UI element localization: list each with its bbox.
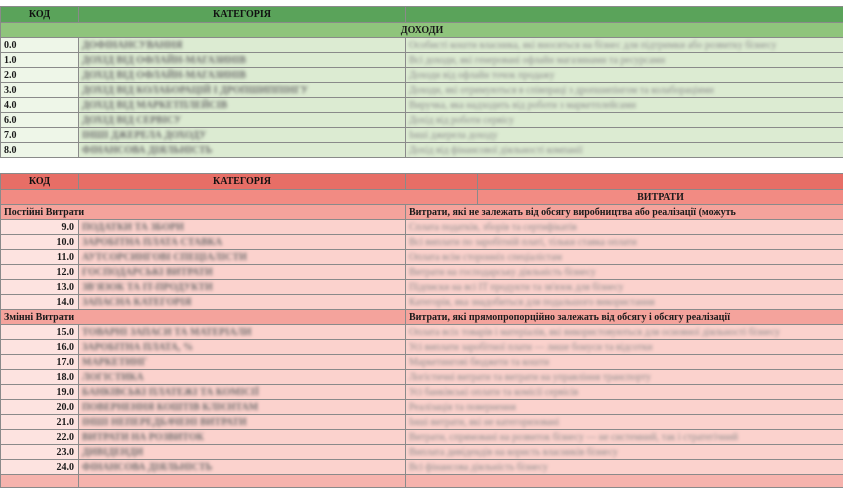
fixed-expense-category-name: ЗВ'ЯЗОК ТА IT-ПРОДУКТИ: [82, 281, 213, 293]
income-category-cell[interactable]: [79, 53, 406, 68]
income-code-cell[interactable]: 1.0: [1, 53, 79, 68]
fixed-expense-description-cell[interactable]: [406, 265, 843, 280]
expense-table: [0, 173, 843, 488]
fixed-expense-description-cell[interactable]: [406, 295, 843, 310]
fixed-expense-code-cell[interactable]: 12.0: [1, 265, 79, 280]
income-category-header[interactable]: КАТЕГОРІЯ: [79, 7, 406, 23]
variable-expense-description-text: Реалізація та повернення: [409, 401, 516, 413]
variable-expense-category-cell[interactable]: [79, 430, 406, 445]
expense-footer-row: [1, 475, 843, 488]
fixed-expense-row: [1, 250, 843, 265]
expense-section-spacer[interactable]: [1, 190, 478, 205]
income-category-name: ДОХІД ВІД КОЛАБОРАЦІЙ І ДРОПШИППІНГУ: [82, 84, 309, 96]
variable-expense-row: [1, 325, 843, 340]
variable-expense-category-cell[interactable]: [79, 340, 406, 355]
income-category-cell[interactable]: [79, 98, 406, 113]
variable-expense-description-text: Маркетингові бюджети та кошти: [409, 356, 550, 368]
variable-expenses-group-row: [1, 310, 843, 325]
variable-expense-description-text: Оплата всіх товарів і матеріалів, які використовуються для основної діяльності бізнесу: [409, 326, 780, 338]
variable-expense-row: [1, 415, 843, 430]
variable-expense-description-cell[interactable]: [406, 340, 843, 355]
fixed-expense-description-text: Підписки на всі IT продукти та зв'язок для бізнесу: [409, 281, 624, 293]
variable-expense-row: [1, 355, 843, 370]
fixed-expense-row: [1, 235, 843, 250]
fixed-expense-category-cell[interactable]: [79, 220, 406, 235]
fixed-expense-row: [1, 220, 843, 235]
income-category-cell[interactable]: [79, 143, 406, 158]
variable-expense-description-cell[interactable]: [406, 415, 843, 430]
fixed-expense-description-text: Сплата податків, зборів та сертифікатів: [409, 221, 577, 233]
variable-expense-category-cell[interactable]: [79, 460, 406, 475]
variable-expense-code-cell[interactable]: 23.0: [1, 445, 79, 460]
variable-expense-category-cell[interactable]: [79, 445, 406, 460]
footer-cell[interactable]: [1, 475, 79, 488]
income-category-name: ДОХІД ВІД МАРКЕТПЛЕЙСІВ: [82, 99, 228, 111]
variable-expense-code-cell[interactable]: 17.0: [1, 355, 79, 370]
income-category-cell[interactable]: [79, 83, 406, 98]
variable-expenses-description[interactable]: Витрати, які прямопропорційно залежать від обсягу і обсягу реалізації: [406, 310, 843, 325]
variable-expense-code-cell[interactable]: 19.0: [1, 385, 79, 400]
income-category-cell[interactable]: [79, 128, 406, 143]
variable-expense-description-cell[interactable]: [406, 325, 843, 340]
fixed-expense-row: [1, 280, 843, 295]
fixed-expense-description-text: Оплата всім сторонніх спеціалістам: [409, 251, 562, 263]
income-description-cell[interactable]: [406, 68, 843, 83]
income-row: [1, 98, 843, 113]
fixed-expense-category-name: АУТСОРСИНГОВІ СПЕЦІАЛІСТИ: [82, 251, 247, 263]
variable-expense-row: [1, 370, 843, 385]
variable-expense-description-cell[interactable]: [406, 385, 843, 400]
fixed-expense-category-name: ГОСПОДАРСЬКІ ВИТРАТИ: [82, 266, 213, 278]
variable-expense-row: [1, 430, 843, 445]
income-rows: [1, 38, 843, 158]
fixed-expense-code-cell[interactable]: 13.0: [1, 280, 79, 295]
income-description-text: Дохід від фінансової діяльності компанії: [409, 144, 583, 156]
fixed-expense-code-cell[interactable]: 9.0: [1, 220, 79, 235]
variable-expense-row: [1, 445, 843, 460]
expense-code-header[interactable]: КОД: [1, 174, 79, 190]
income-description-cell[interactable]: [406, 38, 843, 53]
income-category-name: ІНШІ ДЖЕРЕЛА ДОХОДУ: [82, 129, 207, 141]
income-description-text: Всі доходи, які генеровані офлайн магазинами та ресурсами: [409, 54, 666, 66]
income-row: [1, 68, 843, 83]
income-row: [1, 53, 843, 68]
fixed-expense-code-cell[interactable]: 14.0: [1, 295, 79, 310]
fixed-expense-description-cell[interactable]: [406, 220, 843, 235]
variable-expense-description-text: Інші витрати, які не категоризовані: [409, 416, 560, 428]
income-description-cell[interactable]: [406, 128, 843, 143]
income-category-name: ДОХІД ВІД СЕРВІСУ: [82, 114, 182, 126]
variable-expense-code-cell[interactable]: 15.0: [1, 325, 79, 340]
variable-expense-row: [1, 460, 843, 475]
income-category-cell[interactable]: [79, 68, 406, 83]
variable-expense-description-cell[interactable]: [406, 370, 843, 385]
fixed-expense-category-cell[interactable]: [79, 250, 406, 265]
income-description-text: Доходи від офлайн точок продажу: [409, 69, 555, 81]
fixed-expenses-title[interactable]: Постійні Витрати: [1, 205, 406, 220]
variable-expense-category-name: ТОВАРНІ ЗАПАСИ ТА МАТЕРІАЛИ: [82, 326, 252, 338]
variable-expense-category-cell[interactable]: [79, 385, 406, 400]
variable-expense-category-cell[interactable]: [79, 370, 406, 385]
fixed-expenses-group-row: [1, 205, 843, 220]
income-category-name: ФІНАНСОВА ДІЯЛЬНІСТЬ: [82, 144, 213, 156]
income-row: [1, 38, 843, 53]
fixed-expense-rows: [1, 220, 843, 310]
variable-expense-description-cell[interactable]: [406, 460, 843, 475]
income-category-cell[interactable]: [79, 113, 406, 128]
income-description-text: Доходи, які отримуються в співпраці з дропшипінгом та колабораціями: [409, 84, 714, 96]
variable-expense-category-name: ЛОГІСТИКА: [82, 371, 144, 383]
fixed-expense-code-cell[interactable]: 10.0: [1, 235, 79, 250]
variable-expense-category-name: ПОВЕРНЕННЯ КОШТІВ КЛІЄНТАМ: [82, 401, 259, 413]
variable-expense-description-text: Усі банківські оплати та комісії сервісів: [409, 386, 579, 398]
variable-expense-code-cell[interactable]: 16.0: [1, 340, 79, 355]
income-row: [1, 113, 843, 128]
variable-expense-code-cell[interactable]: 18.0: [1, 370, 79, 385]
expense-header-row: [1, 174, 843, 190]
variable-expense-code-cell[interactable]: 22.0: [1, 430, 79, 445]
income-description-text: Виручка, яка надходить від роботи з маркетплейсами: [409, 99, 637, 111]
variable-expense-row: [1, 340, 843, 355]
income-code-cell[interactable]: 8.0: [1, 143, 79, 158]
expense-section-title[interactable]: ВИТРАТИ: [478, 190, 843, 205]
income-description-text: Інші джерела доходу: [409, 129, 498, 141]
fixed-expense-category-cell[interactable]: [79, 295, 406, 310]
variable-expense-category-name: ВИТРАТИ НА РОЗВИТОК: [82, 431, 204, 443]
income-description-cell[interactable]: [406, 98, 843, 113]
income-description-header[interactable]: [406, 7, 843, 23]
fixed-expense-row: [1, 265, 843, 280]
fixed-expense-description-text: Всі виплати по заробітній платі, тільки ставка оплати: [409, 236, 637, 248]
fixed-expense-row: [1, 295, 843, 310]
variable-expense-description-text: Всі фінансова діяльність бізнесу: [409, 461, 548, 473]
fixed-expense-category-name: ПОДАТКИ ТА ЗБОРИ: [82, 221, 184, 233]
income-category-cell[interactable]: [79, 38, 406, 53]
income-section-title[interactable]: ДОХОДИ: [1, 23, 843, 38]
variable-expense-description-cell[interactable]: [406, 430, 843, 445]
income-row: [1, 83, 843, 98]
income-table: [0, 6, 843, 158]
income-section-row: [1, 23, 843, 38]
variable-expense-rows: [1, 325, 843, 475]
fixed-expense-code-cell[interactable]: 11.0: [1, 250, 79, 265]
fixed-expense-category-name: ЗАРОБІТНА ПЛАТА СТАВКА: [82, 236, 223, 248]
expense-section-row: [1, 190, 843, 205]
variable-expense-description-text: Виплата дивідендів на користь власників бізнесу: [409, 446, 618, 458]
fixed-expense-description-cell[interactable]: [406, 280, 843, 295]
variable-expense-row: [1, 385, 843, 400]
fixed-expense-category-cell[interactable]: [79, 235, 406, 250]
variable-expense-description-cell[interactable]: [406, 445, 843, 460]
variable-expense-category-cell[interactable]: [79, 415, 406, 430]
income-code-cell[interactable]: 0.0: [1, 38, 79, 53]
income-category-name: ДОХІД ВІД ОФЛАЙН-МАГАЗИНІВ: [82, 54, 246, 66]
income-description-cell[interactable]: [406, 143, 843, 158]
variable-expense-description-text: Усі виплати заробітної плати — лише бонуси та відсотки: [409, 341, 653, 353]
income-code-cell[interactable]: 2.0: [1, 68, 79, 83]
fixed-expense-description-cell[interactable]: [406, 235, 843, 250]
income-row: [1, 128, 843, 143]
variable-expense-code-cell[interactable]: 21.0: [1, 415, 79, 430]
variable-expense-category-name: ДИВІДЕНДИ: [82, 446, 144, 458]
income-code-cell[interactable]: 3.0: [1, 83, 79, 98]
variable-expense-description-text: Витрати, спрямовані на розвиток бізнесу — не системний, так і стратегічний: [409, 431, 739, 443]
variable-expense-description-cell[interactable]: [406, 355, 843, 370]
footer-cell[interactable]: [406, 475, 843, 488]
fixed-expenses-description[interactable]: Витрати, які не залежать від обсягу виробництва або реалізації (можуть: [406, 205, 843, 220]
variable-expense-row: [1, 400, 843, 415]
variable-expense-category-cell[interactable]: [79, 325, 406, 340]
income-code-header[interactable]: КОД: [1, 7, 79, 23]
fixed-expense-description-text: Витрати на господарську діяльність бізнесу: [409, 266, 596, 278]
fixed-expense-description-cell[interactable]: [406, 250, 843, 265]
variable-expense-code-cell[interactable]: 24.0: [1, 460, 79, 475]
variable-expense-category-name: ФІНАНСОВА ДІЯЛЬНІСТЬ: [82, 461, 213, 473]
variable-expenses-title[interactable]: Змінні Витрати: [1, 310, 406, 325]
footer-cell[interactable]: [79, 475, 406, 488]
income-description-text: Особисті кошти власника, які вносяться на бізнес для підтримки або розвитку бізнесу: [409, 39, 777, 51]
fixed-expense-category-cell[interactable]: [79, 265, 406, 280]
expense-description-header[interactable]: [478, 174, 843, 190]
variable-expense-description-text: Логістичні витрати та витрати на управління транспорту: [409, 371, 652, 383]
variable-expense-code-cell[interactable]: 20.0: [1, 400, 79, 415]
income-code-cell[interactable]: 6.0: [1, 113, 79, 128]
fixed-expense-category-name: ЗАПАСНА КАТЕГОРІЯ: [82, 296, 192, 308]
variable-expense-category-cell[interactable]: [79, 400, 406, 415]
income-code-cell[interactable]: 7.0: [1, 128, 79, 143]
income-code-cell[interactable]: 4.0: [1, 98, 79, 113]
income-description-cell[interactable]: [406, 113, 843, 128]
fixed-expense-category-cell[interactable]: [79, 280, 406, 295]
income-description-cell[interactable]: [406, 53, 843, 68]
income-description-text: Дохід від роботи сервісу: [409, 114, 515, 126]
expense-category-header[interactable]: КАТЕГОРІЯ: [79, 174, 406, 190]
variable-expense-category-name: МАРКЕТИНГ: [82, 356, 148, 368]
income-header-row: [1, 7, 843, 23]
variable-expense-category-name: ІНШІ НЕПЕРЕДБАЧЕНІ ВИТРАТИ: [82, 416, 247, 428]
fixed-expense-description-text: Категорія, яка знадобиться для подальшого використання: [409, 296, 655, 308]
income-category-name: ДОХІД ВІД ОФЛАЙН-МАГАЗИНІВ: [82, 69, 246, 81]
variable-expense-description-cell[interactable]: [406, 400, 843, 415]
income-description-cell[interactable]: [406, 83, 843, 98]
income-category-name: ДОФІНАНСУВАННЯ: [82, 39, 183, 51]
income-row: [1, 143, 843, 158]
variable-expense-category-cell[interactable]: [79, 355, 406, 370]
expense-empty-header[interactable]: [406, 174, 478, 190]
variable-expense-category-name: ЗАРОБІТНА ПЛАТА, %: [82, 341, 193, 353]
variable-expense-category-name: БАНКІВСЬКІ ПЛАТЕЖІ ТА КОМІСІЇ: [82, 386, 259, 398]
